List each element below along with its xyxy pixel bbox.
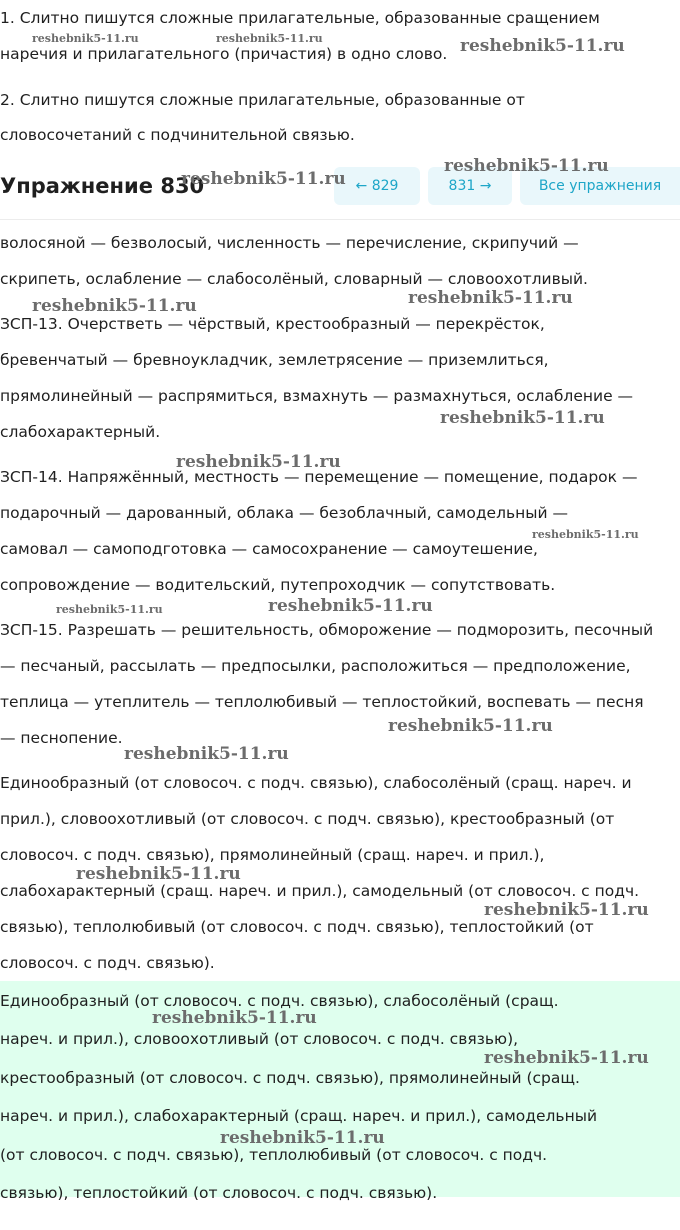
watermark: reshebnik5-11.ru <box>32 32 139 45</box>
watermark: reshebnik5-11.ru <box>181 169 346 189</box>
watermark: reshebnik5-11.ru <box>220 1128 385 1148</box>
content-line: — песнопение. <box>0 729 123 747</box>
rule2-line1: 2. Слитно пишутся сложные прилагательные, образованные от <box>0 91 525 109</box>
content-line: теплица — утеплитель — теплолюбивый — теплостойкий, воспевать — песня <box>0 693 644 711</box>
content-line: ЗСП-13. Очерстветь — чёрствый, крестообразный — перекрёсток, <box>0 315 545 333</box>
header-divider <box>0 219 680 220</box>
rule2-line2: словосочетаний с подчинительной связью. <box>0 126 355 144</box>
answer-line: нареч. и прил.), слабохарактерный (сращ. нареч. и прил.), самодельный <box>0 1107 598 1125</box>
watermark: reshebnik5-11.ru <box>268 596 433 616</box>
content-line: самовал — самоподготовка — самосохранение — самоутешение, <box>0 540 538 558</box>
content-line: прил.), словоохотливый (от словосоч. с подч. связью), крестообразный (от <box>0 810 615 828</box>
content-line: Единообразный (от словосоч. с подч. связью), слабосолёный (сращ. нареч. и <box>0 774 632 792</box>
rule1-line2: наречия и прилагательного (причастия) в одно слово. <box>0 45 448 63</box>
watermark: reshebnik5-11.ru <box>32 296 197 316</box>
content-line: бревенчатый — бревноукладчик, землетрясение — приземлиться, <box>0 351 549 369</box>
content-line: связью), теплолюбивый (от словосоч. с подч. связью), теплостойкий (от <box>0 918 594 936</box>
watermark: reshebnik5-11.ru <box>76 864 241 884</box>
content-line: скрипеть, ослабление — слабосолёный, словарный — словоохотливый. <box>0 270 588 288</box>
watermark: reshebnik5-11.ru <box>444 156 609 176</box>
content-line: ЗСП-15. Разрешать — решительность, обморожение — подморозить, песочный <box>0 621 654 639</box>
arrow-right-icon: → <box>479 178 492 194</box>
rule1-line1: 1. Слитно пишутся сложные прилагательные, образованные сращением <box>0 9 600 27</box>
watermark: reshebnik5-11.ru <box>388 716 553 736</box>
watermark: reshebnik5-11.ru <box>216 32 323 45</box>
watermark: reshebnik5-11.ru <box>152 1008 317 1028</box>
watermark: reshebnik5-11.ru <box>460 36 625 56</box>
content-line: прямолинейный — распрямиться, взмахнуть — размахнуться, ослабление — <box>0 387 634 405</box>
prev-exercise-button[interactable] <box>334 167 420 205</box>
content-line: подарочный — дарованный, облака — безоблачный, самодельный — <box>0 504 568 522</box>
answer-line: связью), теплостойкий (от словосоч. с подч. связью). <box>0 1184 438 1202</box>
watermark: reshebnik5-11.ru <box>484 900 649 920</box>
content-line: — песчаный, рассылать — предпосылки, расположиться — предположение, <box>0 657 631 675</box>
watermark: reshebnik5-11.ru <box>176 452 341 472</box>
watermark: reshebnik5-11.ru <box>408 288 573 308</box>
next-exercise-label: 831 <box>448 178 476 194</box>
page-title: Упражнение 830 <box>0 174 205 198</box>
answer-line: крестообразный (от словосоч. с подч. связью), прямолинейный (сращ. <box>0 1069 580 1087</box>
answer-line: (от словосоч. с подч. связью), теплолюбивый (от словосоч. с подч. <box>0 1146 548 1164</box>
content-line: ЗСП-14. Напряжённый, местность — перемещение — помещение, подарок — <box>0 468 638 486</box>
content-line: сопровождение — водительский, путепроходчик — сопутствовать. <box>0 576 556 594</box>
watermark: reshebnik5-11.ru <box>532 528 639 541</box>
content-line: словосоч. с подч. связью), прямолинейный (сращ. нареч. и прил.), <box>0 846 545 864</box>
answer-line: Единообразный (от словосоч. с подч. связью), слабосолёный (сращ. <box>0 992 559 1010</box>
arrow-left-icon: ← <box>355 178 368 194</box>
all-exercises-label: Все упражнения <box>538 178 662 194</box>
watermark: reshebnik5-11.ru <box>124 744 289 764</box>
answer-line: нареч. и прил.), словоохотливый (от словосоч. с подч. связью), <box>0 1030 519 1048</box>
watermark: reshebnik5-11.ru <box>440 408 605 428</box>
content-line: слабохарактерный. <box>0 423 161 441</box>
content-line: волосяной — безволосый, численность — перечисление, скрипучий — <box>0 234 579 252</box>
watermark: reshebnik5-11.ru <box>56 603 163 616</box>
content-line: словосоч. с подч. связью). <box>0 954 215 972</box>
content-line: слабохарактерный (сращ. нареч. и прил.), самодельный (от словосоч. с подч. <box>0 882 640 900</box>
prev-exercise-label: 829 <box>371 178 399 194</box>
watermark: reshebnik5-11.ru <box>484 1048 649 1068</box>
